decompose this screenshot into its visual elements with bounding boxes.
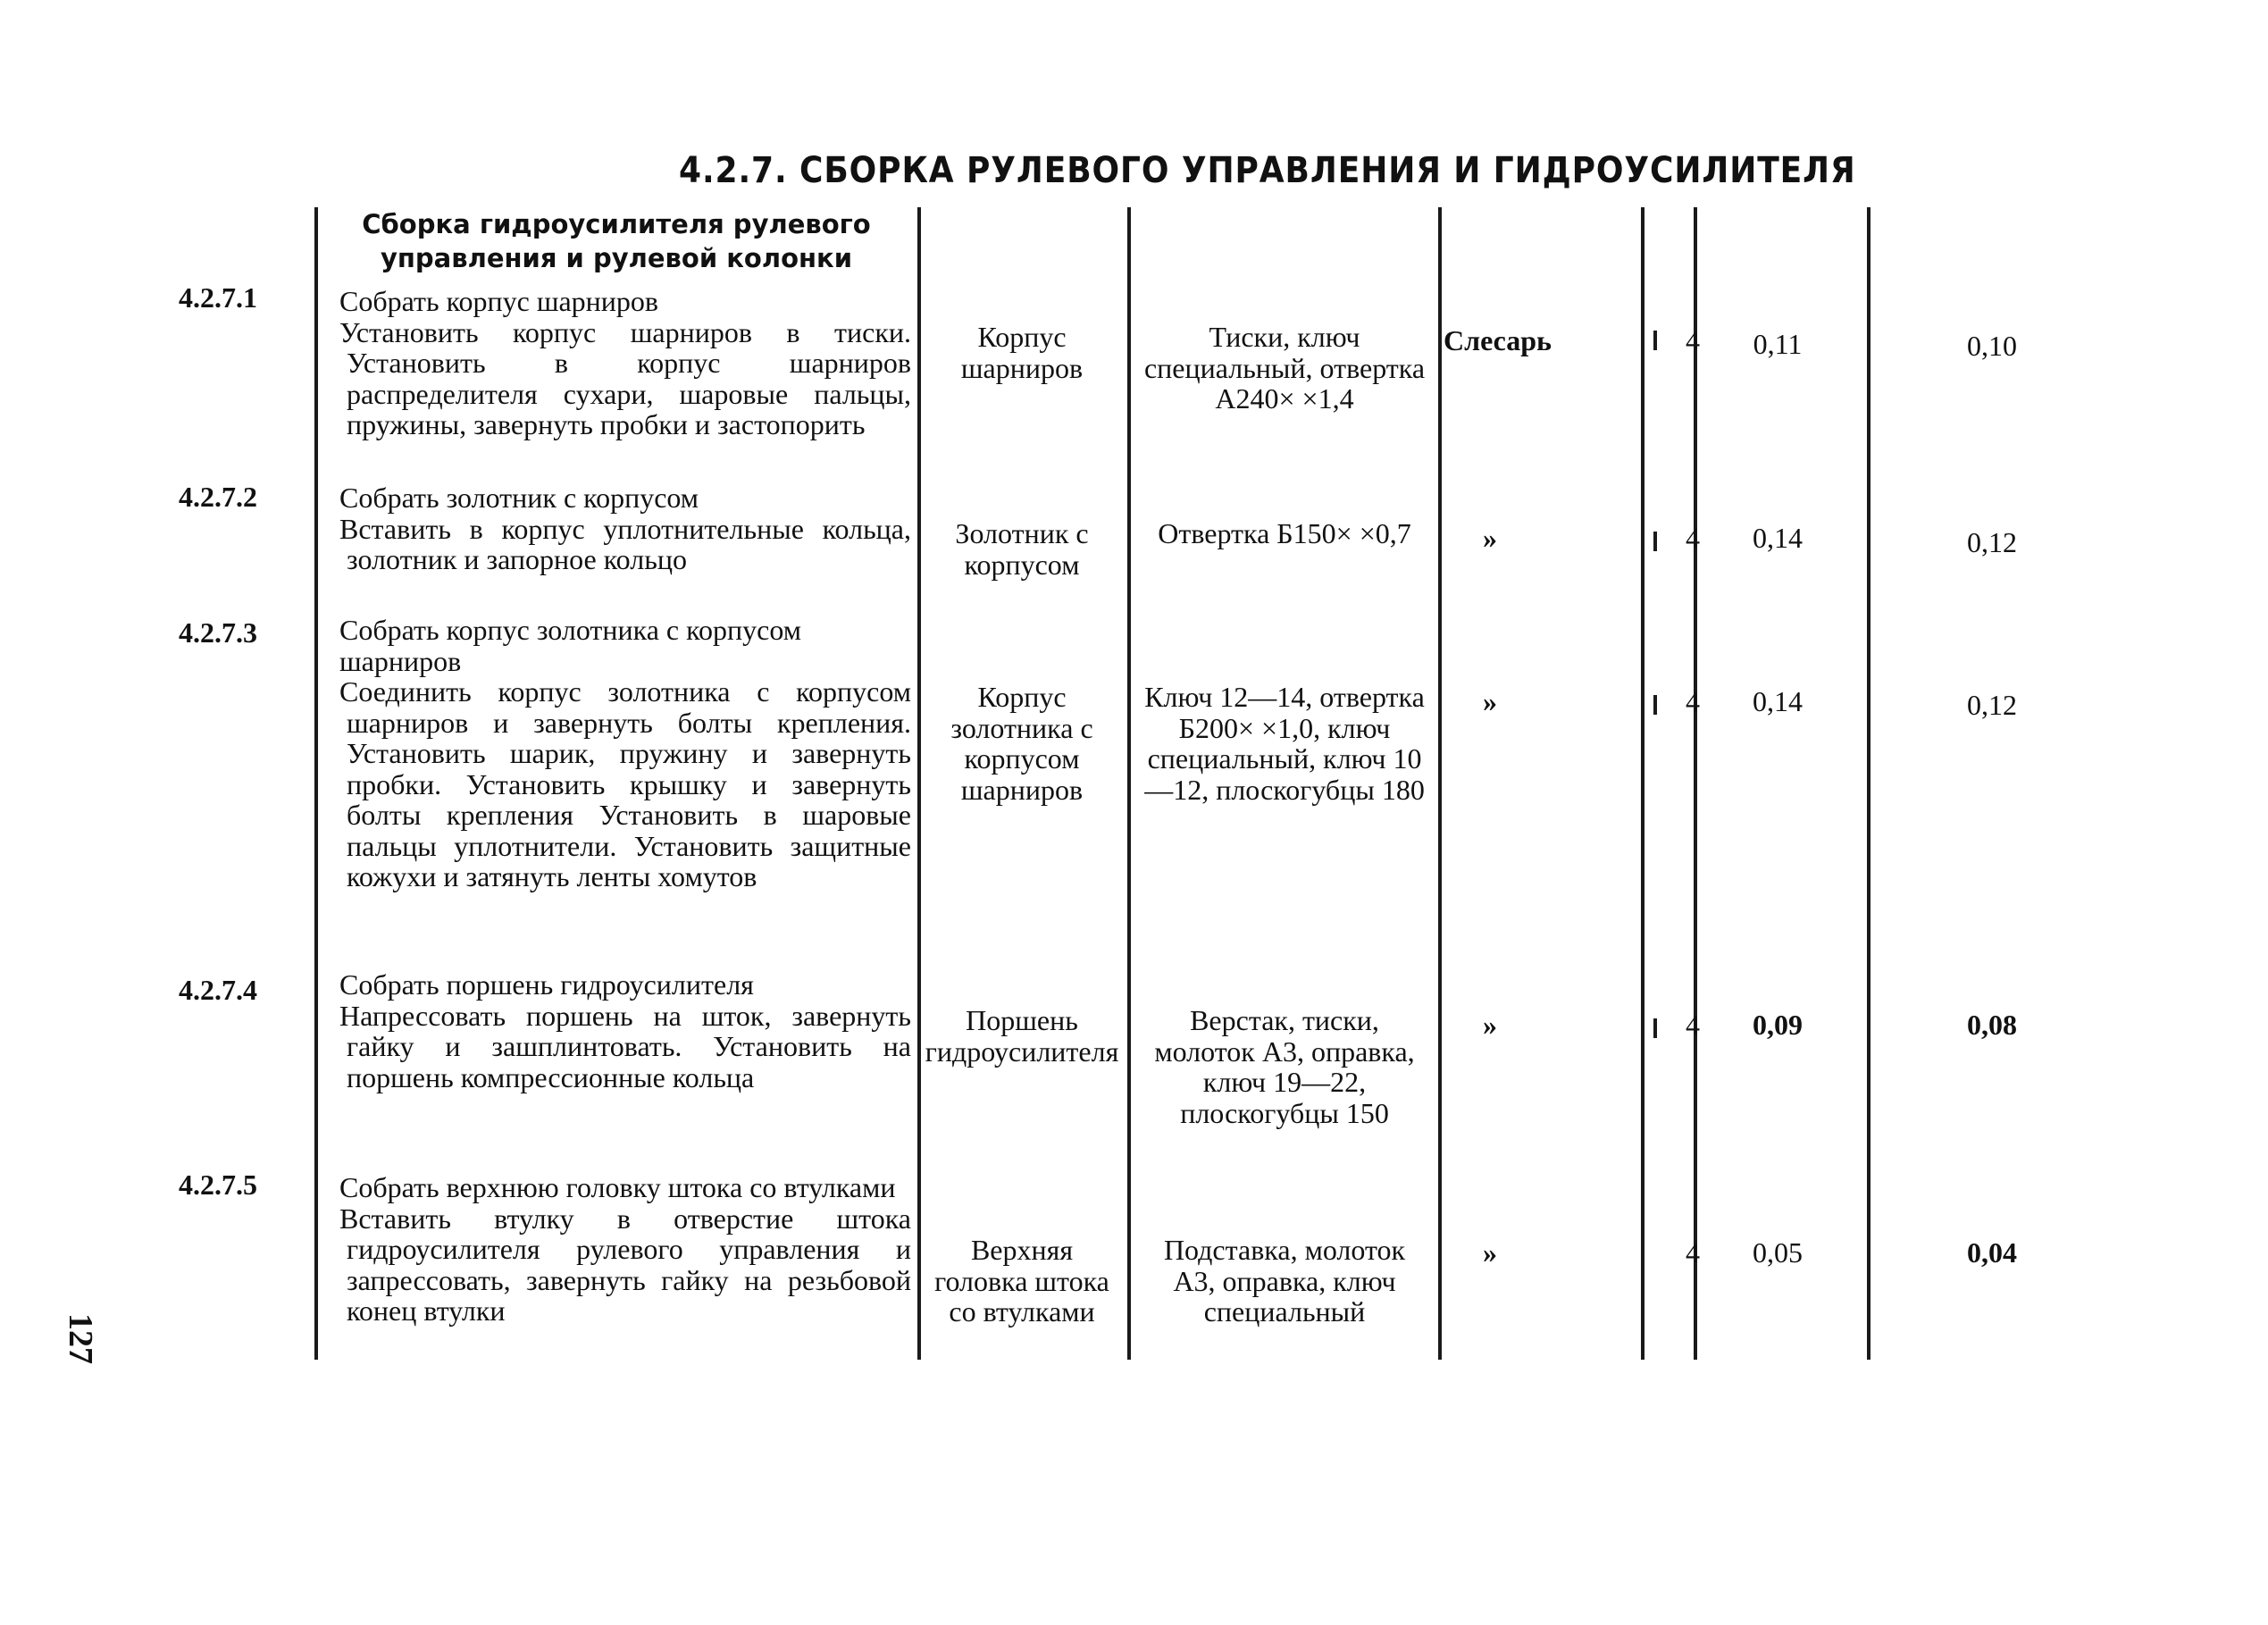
part-name: Корпус шарниров [960, 321, 1084, 384]
table-rule [917, 207, 921, 1360]
operation-text: Установить корпус шарниров в тиски. Установить в корпус шарниров распределителя сухари, шаровые пальцы, пружины, завернуть пробки и застопорить [339, 315, 911, 440]
tools-list: Подставка, молоток А3, оправка, ключ специальный [1163, 1234, 1406, 1328]
grade: 4 [1686, 1009, 1700, 1041]
tools-list: Тиски, ключ специальный, отвертка А240× ×1,4 [1143, 321, 1426, 415]
time-norm-2: 0,12 [1967, 526, 2017, 558]
operation-text: Вставить в корпус уплотнительные кольца, золотник и запорное кольцо [339, 512, 911, 575]
operation-description [339, 615, 911, 892]
time-norm-2: 0,10 [1967, 330, 2017, 362]
operation-number: 4.2.7.4 [179, 974, 257, 1006]
tools-list: Отвертка Б150× ×0,7 [1158, 517, 1411, 549]
tools-list: Ключ 12—14, отвертка Б200× ×1,0, ключ специальный, ключ 10—12, плоскогубцы 180 [1144, 681, 1425, 806]
profession: » [1483, 685, 1497, 717]
page-number: 127 [62, 1313, 99, 1364]
operation-title: Собрать золотник с корпусом [339, 482, 699, 514]
operation-description [339, 286, 911, 440]
operation-description [339, 482, 911, 575]
time-norm-1: 0,14 [1753, 685, 1803, 717]
grade: 4 [1686, 324, 1700, 356]
operation-number: 4.2.7.1 [179, 281, 257, 314]
operation-description [339, 1172, 911, 1327]
section-title: 4.2.7. СБОРКА РУЛЕВОГО УПРАВЛЕНИЯ И ГИДРОУСИЛИТЕЛЯ [679, 150, 1856, 191]
operation-number: 4.2.7.3 [179, 616, 257, 649]
time-norm-1: 0,11 [1753, 328, 1803, 360]
operation-title: Собрать поршень гидроусилителя [339, 968, 754, 1001]
part-name: Верхняя головка штока со втулками [934, 1234, 1109, 1328]
operation-title: Собрать корпус шарниров [339, 285, 659, 317]
time-norm-2: 0,04 [1967, 1236, 2017, 1269]
time-norm-1: 0,05 [1753, 1236, 1803, 1269]
operation-title: Собрать верхнюю головку штока со втулками [339, 1171, 896, 1203]
table-rule [1867, 207, 1870, 1360]
profession: » [1483, 1236, 1497, 1269]
table-subheading: Сборка гидроусилителя рулевого управления и рулевой колонки [362, 209, 871, 273]
operation-text: Вставить втулку в отверстие штока гидроусилителя рулевого управления и запрессовать, завернуть гайку на резьбовой конец втулки [339, 1202, 911, 1327]
time-norm-2: 0,12 [1967, 689, 2017, 721]
tools-list: Верстак, тиски, молоток А3, оправка, ключ 19—22, плоскогубцы 150 [1154, 1004, 1415, 1129]
part-name: Корпус золотника с корпусом шарниров [950, 681, 1093, 806]
time-norm-1: 0,09 [1753, 1009, 1803, 1041]
grade: 4 [1686, 522, 1700, 554]
part-name: Золотник с корпусом [955, 517, 1089, 581]
profession: Слесарь [1444, 324, 1552, 356]
operation-description [339, 969, 911, 1093]
part-name: Поршень гидроусилителя [925, 1004, 1119, 1068]
table-rule [1127, 207, 1131, 1360]
profession: » [1483, 522, 1497, 554]
operation-title: Собрать корпус золотника с корпусом шарниров [339, 614, 801, 677]
table-rule [1641, 207, 1645, 1360]
time-norm-1: 0,14 [1753, 522, 1803, 554]
operation-text: Соединить корпус золотника с корпусом шарниров и завернуть болты крепления. Установить шарик, пружину и завернуть пробки. Установить крышку и завернуть болты крепления Установить в шаровые пальцы уплотнители. Установить защитные кожухи и затянуть ленты хомутов [339, 675, 911, 892]
profession: » [1483, 1009, 1497, 1041]
grade: 4 [1686, 685, 1700, 717]
grade: 4 [1686, 1236, 1700, 1269]
operation-number: 4.2.7.2 [179, 481, 257, 513]
time-norm-2: 0,08 [1967, 1009, 2017, 1041]
operation-text: Напрессовать поршень на шток, завернуть гайку и зашплинтовать. Установить на поршень компрессионные кольца [339, 999, 911, 1093]
table-rule [1694, 207, 1697, 1360]
table-rule [1438, 207, 1442, 1360]
table-rule [314, 207, 318, 1360]
operation-number: 4.2.7.5 [179, 1168, 257, 1201]
